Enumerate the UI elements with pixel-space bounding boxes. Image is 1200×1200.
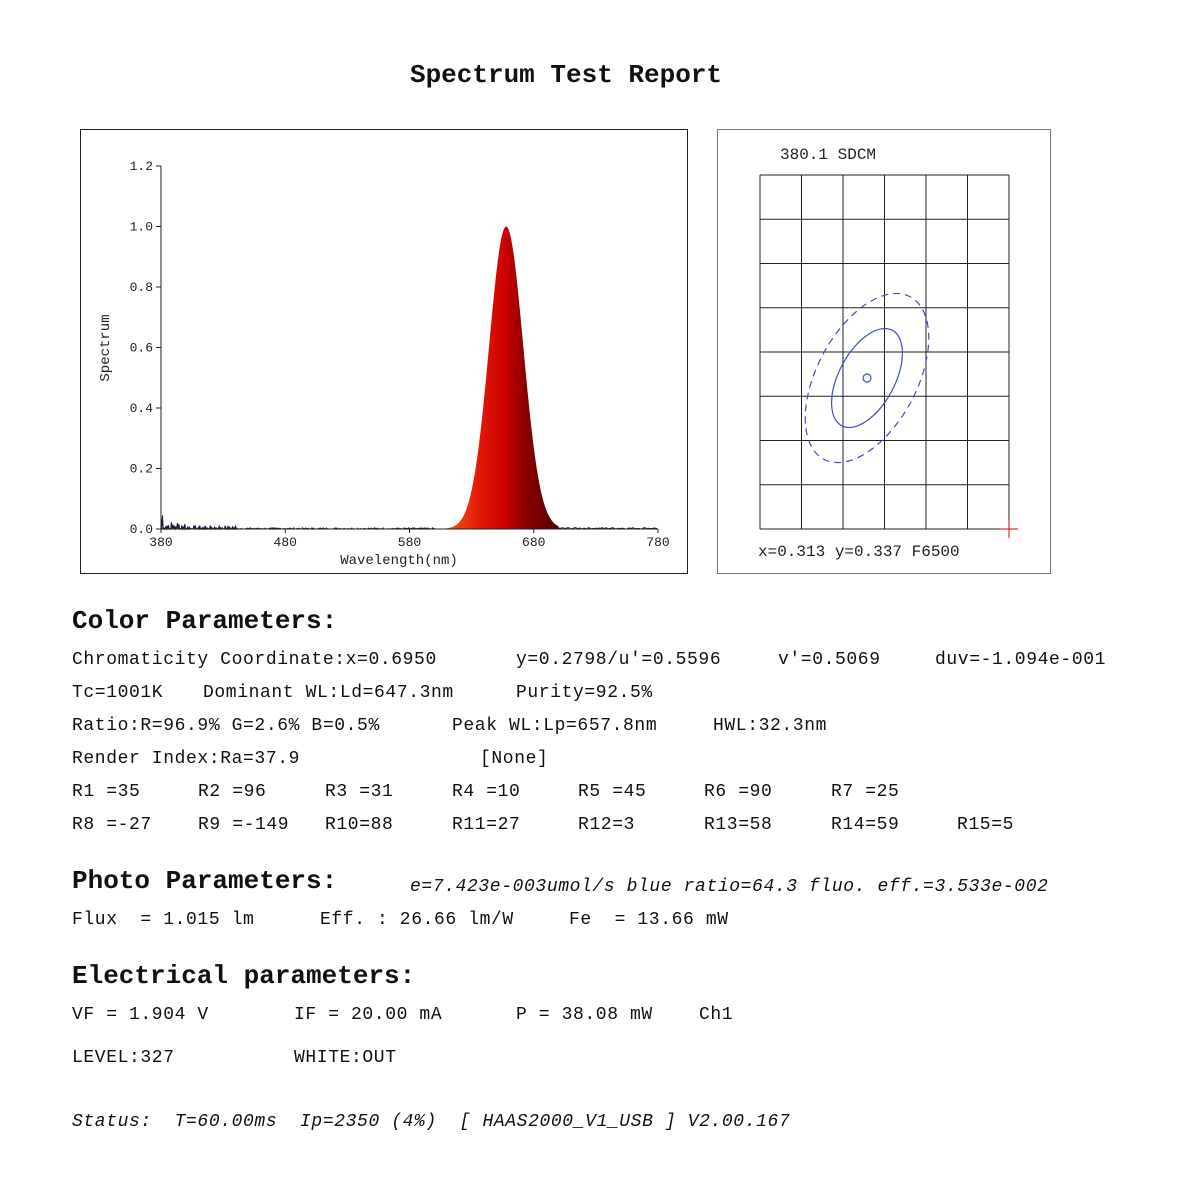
render-index-value: R13=58: [704, 815, 773, 835]
flux-value: Flux = 1.015 lm: [72, 910, 255, 930]
spectrum-chart-panel: [80, 129, 688, 574]
sdcm-inner-ellipse: [817, 317, 917, 439]
chromaticity-v: v'=0.5069: [778, 650, 881, 670]
x-tick-label: 680: [522, 535, 546, 550]
x-tick-label: 380: [149, 535, 173, 550]
x-tick-label: 780: [646, 535, 670, 550]
render-index-value: R5 =45: [578, 782, 647, 802]
render-index: Render Index:Ra=37.9: [72, 749, 301, 769]
x-tick-label: 580: [397, 535, 422, 550]
measured-point-marker: [1000, 520, 1018, 538]
purity-value: Purity=92.5%: [516, 683, 653, 703]
render-index-value: R6 =90: [704, 782, 773, 802]
sdcm-title: 380.1 SDCM: [780, 146, 877, 164]
y-tick-label: 0.0: [129, 522, 153, 537]
status-line: Status: T=60.00ms Ip=2350 (4%) [ HAAS2000_V1_USB ] V2.00.167: [72, 1112, 791, 1132]
x-tick-label: 480: [273, 535, 297, 550]
tc-value: Tc=1001K: [72, 683, 164, 703]
render-index-value: R10=88: [325, 815, 394, 835]
render-index-value: R2 =96: [198, 782, 267, 802]
render-index-value: R14=59: [831, 815, 900, 835]
spectrum-chart: [81, 130, 687, 573]
render-index-value: R15=5: [957, 815, 1015, 835]
vf-value: VF = 1.904 V: [72, 1005, 209, 1025]
render-index-value: R1 =35: [72, 782, 141, 802]
spectrum-peak-area: [434, 227, 558, 529]
photo-parameters-heading: Photo Parameters:: [72, 866, 338, 896]
color-parameters-heading: Color Parameters:: [72, 606, 338, 636]
dominant-wl: Dominant WL:Ld=647.3nm: [203, 683, 454, 703]
y-tick-label: 0.4: [129, 401, 153, 416]
photo-extra: e=7.423e-003umol/s blue ratio=64.3 fluo. eff.=3.533e-002: [410, 877, 1049, 897]
if-value: IF = 20.00 mA: [294, 1005, 443, 1025]
coordinate-label: x=0.313 y=0.337 F6500: [758, 543, 960, 561]
power-value: P = 38.08 mW: [516, 1005, 653, 1025]
y-tick-label: 0.2: [129, 461, 153, 477]
rgb-ratio: Ratio:R=96.9% G=2.6% B=0.5%: [72, 716, 380, 736]
render-index-value: R9 =-149: [198, 815, 290, 835]
efficacy-value: Eff. : 26.66 lm/W: [320, 910, 514, 930]
y-axis-label: Spectrum: [98, 314, 114, 382]
channel-value: Ch1: [699, 1005, 734, 1025]
render-index-value: R12=3: [578, 815, 636, 835]
sdcm-chart: [718, 130, 1050, 573]
render-index-value: R3 =31: [325, 782, 394, 802]
chromaticity-y-u: y=0.2798/u'=0.5596: [516, 650, 722, 670]
sdcm-grid: [760, 175, 1009, 529]
white-value: WHITE:OUT: [294, 1048, 397, 1068]
spectrum-marks: [130, 159, 670, 550]
render-index-value: R4 =10: [452, 782, 521, 802]
sdcm-chart-panel: [717, 129, 1051, 574]
chromaticity-x: Chromaticity Coordinate:x=0.6950: [72, 650, 437, 670]
render-index-value: R8 =-27: [72, 815, 152, 835]
electrical-parameters-heading: Electrical parameters:: [72, 961, 416, 991]
hwl-value: HWL:32.3nm: [713, 716, 828, 736]
render-note: [None]: [480, 749, 549, 769]
duv-value: duv=-1.094e-001: [935, 650, 1107, 670]
spectrum-noise-short: [161, 515, 435, 529]
x-axis-label: Wavelength(nm): [340, 553, 458, 569]
peak-wl: Peak WL:Lp=657.8nm: [452, 716, 658, 736]
sdcm-center-point: [863, 374, 871, 382]
render-index-value: R7 =25: [831, 782, 900, 802]
y-tick-label: 1.2: [129, 159, 153, 174]
y-tick-label: 0.6: [129, 340, 153, 356]
fe-value: Fe = 13.66 mW: [569, 910, 729, 930]
report-title: Spectrum Test Report: [409, 60, 723, 90]
y-tick-label: 0.8: [129, 280, 153, 295]
y-tick-label: 1.0: [129, 219, 153, 235]
render-index-value: R11=27: [452, 815, 521, 835]
sdcm-outer-ellipse: [780, 273, 955, 482]
level-value: LEVEL:327: [72, 1048, 175, 1068]
